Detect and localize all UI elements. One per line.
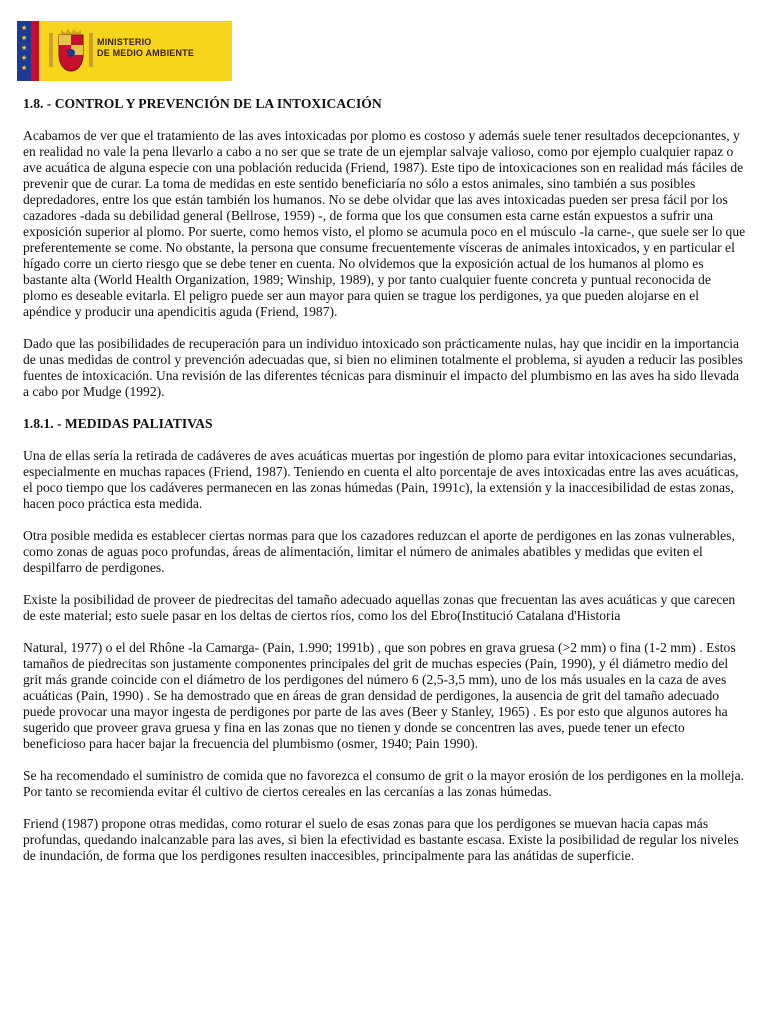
paragraph-5: Existe la posibilidad de proveer de piedrecitas del tamaño adecuado aquellas zonas que frecuentan las aves acuáticas y que carecen de este material; esto suele pasar en los deltas de ciertos ríos, como los del Ebro(Institució Catalana d'Historia	[23, 592, 736, 623]
paragraph-2: Dado que las posibilidades de recuperación para un individuo intoxicado son prácticamente nulas, hay que incidir en la importancia de unas medidas de control y prevención adecuadas que, si bien no eliminen totalmente el problema, si ayuden a reducir las posibles fuentes de intoxicación. Una revisión de las diferentes técnicas para disminuir el impacto del plumbismo en las aves ha sido llevada a cabo por Mudge (1992).	[23, 336, 743, 399]
paragraph-3: Una de ellas sería la retirada de cadáveres de aves acuáticas muertas por ingestión de plomo para evitar intoxicaciones secundarias, especialmente en muchas rapaces (Friend, 1987). Teniendo en cuenta el alto porcentaje de aves intoxicadas entre las aves acuáticas, el poco tiempo que los cadáveres permanecen en las zonas húmedas (Pain, 1991c), la extensión y la inaccesibilidad de estas zonas, hacen poco práctica esta medida.	[23, 448, 739, 511]
ministry-logo	[17, 21, 232, 81]
paragraph-1: Acabamos de ver que el tratamiento de las aves intoxicadas por plomo es costoso y además suele tener resultados decepcionantes, y en realidad no vale la pena llevarlo a cabo a no ser que se trate de un ejemplar salvaje valioso, como por ejemplo cualquier rapaz o ave acuática de alguna especie con una población reducida (Friend, 1987). Este tipo de intoxicaciones son en realidad más fáciles de prevenir que de curar. La toma de medidas en este sentido beneficiaría no sólo a estos animales, sino también a sus posibles depredadores, entre los que están también los humanos. No se debe olvidar que las aves intoxicadas pueden ser presa fácil por los cazadores -dada su debilidad general (Bellrose, 1959) -, de forma que los que consumen esta carne están expuestos a sufrir una exposición superior al plomo. Por suerte, como hemos visto, el plomo se acumula poco en el músculo -la carne-, que suele ser lo que preferentemente se come. No obstante, la persona que consume frecuentemente vísceras de animales intoxicados, y en particular el hígado corre un cierto riesgo que se debe tener en cuenta. No olvidemos que la exposición actual de los humanos al plomo es bastante alta (World Health Organization, 1989; Winship, 1989), y por tanto cualquier fuente concreta y puntual reconocida de plomo es deseable evitarla. El peligro puede ser aun mayor para quien se trague los perdigones, ya que pueden alojarse en el apéndice y producir una apendicitis aguda (Friend, 1987).	[23, 128, 746, 319]
ministry-name	[97, 37, 227, 59]
eu-flag-strip: ★ ★ ★ ★ ★	[17, 21, 31, 81]
paragraph-7: Se ha recomendado el suministro de comida que no favorezca el consumo de grit o la mayor erosión de los perdigones en la molleja. Por tanto se recomienda evitar él cultivo de ciertos cereales en las cercanías a las zonas húmedas.	[23, 768, 744, 799]
spain-flag-strip	[31, 21, 39, 81]
paragraph-4: Otra posible medida es establecer ciertas normas para que los cazadores reduzcan el aporte de perdigones en las zonas vulnerables, como zonas de aguas poco profundas, áreas de alimentación, limitar el número de animales abatibles y medidas que eviten el despilfarro de perdigones.	[23, 528, 735, 575]
coat-of-arms-icon	[45, 27, 103, 77]
paragraph-8: Friend (1987) propone otras medidas, como roturar el suelo de esas zonas para que los perdigones se muevan hacia capas más profundas, quedando inalcanzable para las aves, si bien la efectividad es bastante escasa. Existe la posibilidad de regular los niveles de inundación, de forma que los perdigones resulten inaccesibles, principalmente para las anátidas de superficie.	[23, 816, 739, 863]
document-body	[23, 96, 747, 880]
ministry-line-2: DE MEDIO AMBIENTE	[97, 48, 195, 58]
ministry-line-1: MINISTERIO	[97, 37, 152, 47]
section-title: 1.8. - CONTROL Y PREVENCIÓN DE LA INTOXICACIÓN	[23, 96, 382, 111]
paragraph-6: Natural, 1977) o el del Rhône -la Camarga- (Pain, 1.990; 1991b) , que son pobres en grava gruesa (>2 mm) o fina (1-2 mm) . Estos tamaños de piedrecitas son justamente componentes principales del grit de muchas especies (Pain, 1990), y él diámetro medio del grit más grande coincide con el diámetro de los perdigones del número 6 (2,5-3,5 mm), uno de los más usuales en la caza de aves acuáticas (Pain, 1990) . Se ha demostrado que en áreas de gran densidad de perdigones, la ausencia de grit del tamaño adecuado puede provocar una mayor ingesta de perdigones por parte de las aves (Beer y Stanley, 1965) . Es por esto que algunos autores ha sugerido que proveer grava gruesa y fina en las zonas que no tienen y donde se concentren las aves, puede tener un efecto beneficioso para hacer bajar la frecuencia del plumbismo (osmer, 1940; Pain 1990).	[23, 640, 736, 751]
subsection-title: 1.8.1. - MEDIDAS PALIATIVAS	[23, 416, 213, 431]
